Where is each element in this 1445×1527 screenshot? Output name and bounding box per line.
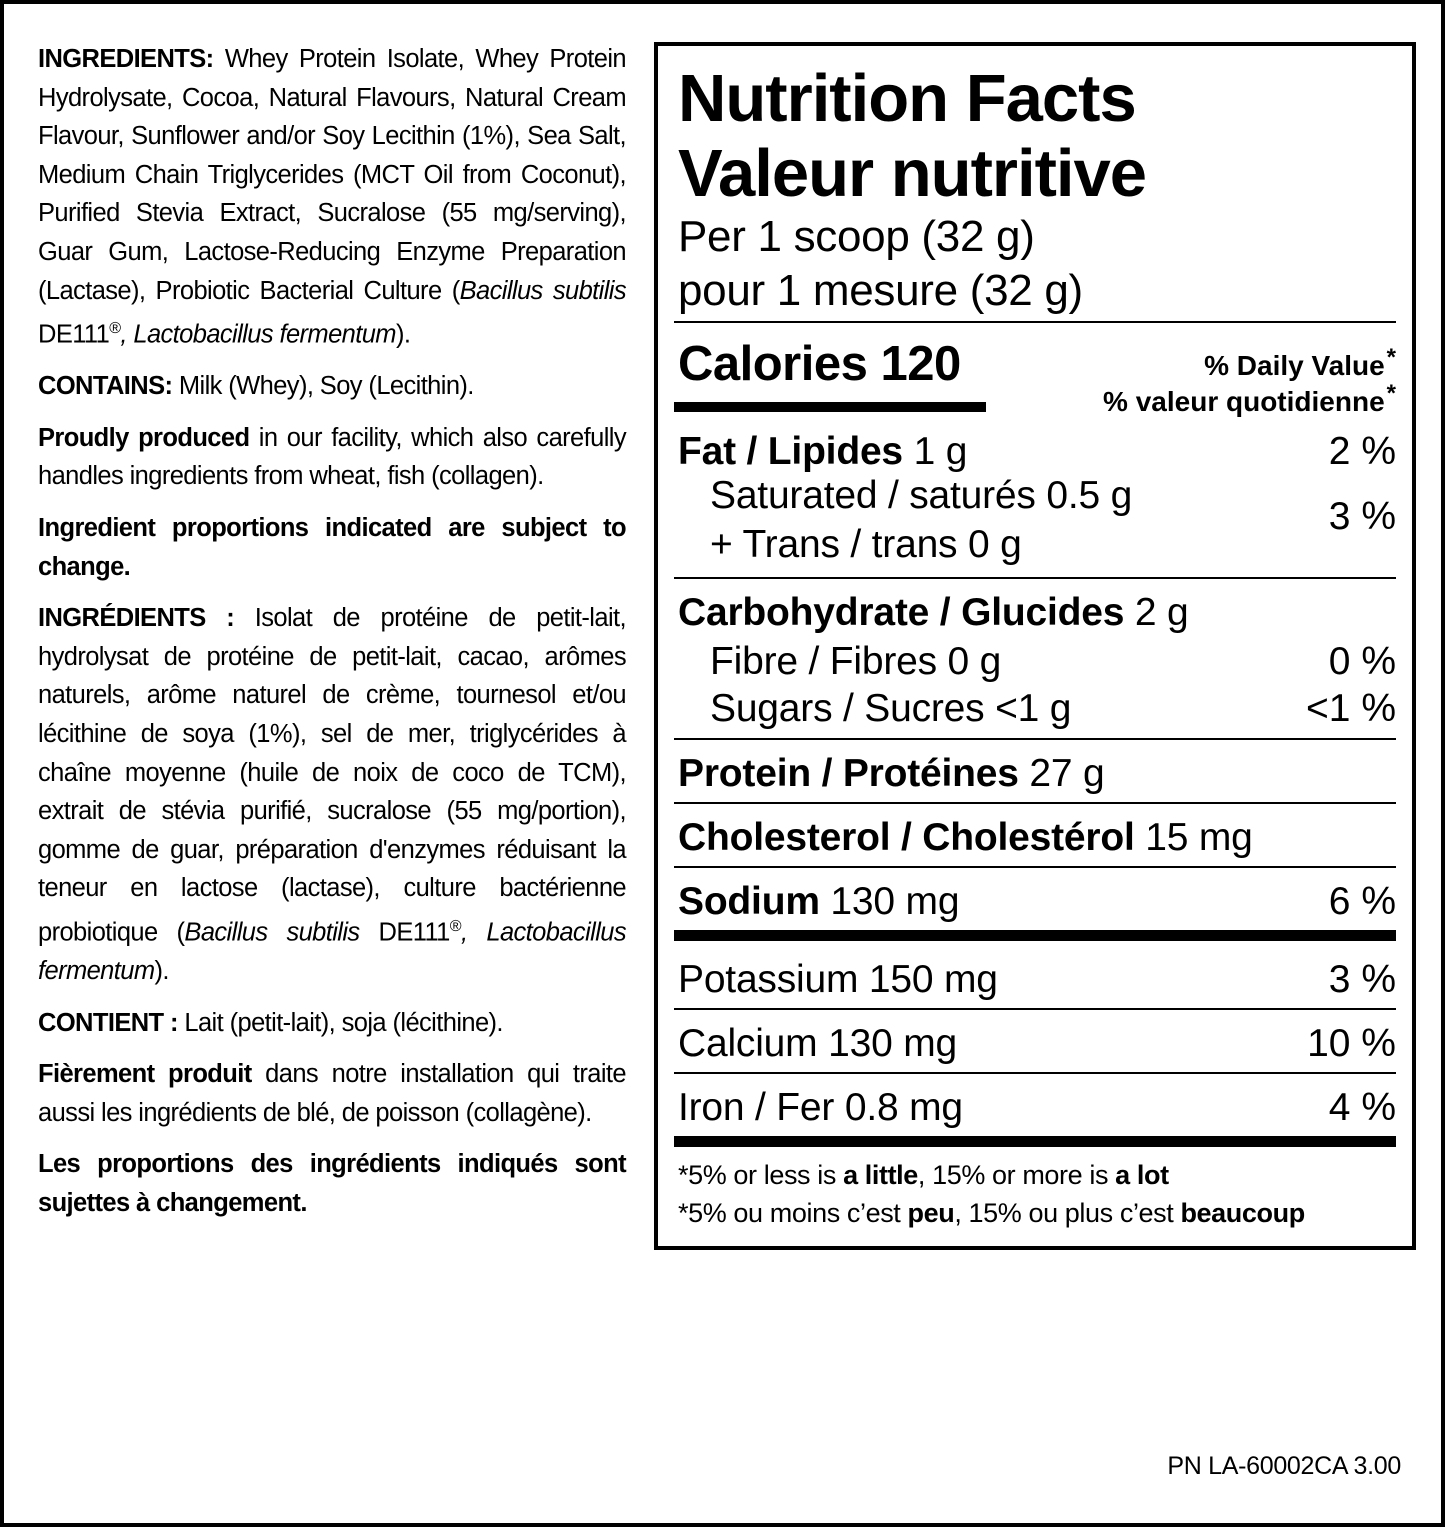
protein-label: Protein / Protéines xyxy=(678,752,1019,795)
daily-value-en-text: % Daily Value xyxy=(1204,350,1385,381)
calories-line xyxy=(678,336,961,392)
carbohydrate-row xyxy=(678,591,1188,635)
ingredients-column xyxy=(38,40,626,1236)
rule-sodium-thick xyxy=(674,930,1396,941)
contains-en-text: Milk (Whey), Soy (Lecithin). xyxy=(172,372,474,401)
rule-carbohydrate xyxy=(674,738,1396,740)
nutrition-title-fr: Valeur nutritive xyxy=(678,136,1147,211)
calories-value: 120 xyxy=(880,337,961,391)
fat-row xyxy=(678,430,967,474)
sodium-amount: 130 mg xyxy=(819,880,960,923)
contains-fr-label: CONTIENT : xyxy=(38,1008,178,1037)
facility-en-paragraph xyxy=(38,419,626,496)
daily-value-en-asterisk: * xyxy=(1386,344,1396,371)
proportions-en-paragraph xyxy=(38,509,626,586)
ingredients-fr-paragraph xyxy=(38,599,626,990)
ingredients-en-text: Whey Protein Isolate, Whey Protein Hydrolysate, Cocoa, Natural Flavours, Natural Cream Flavour, Sunflower and/or Soy Lecithin (1%), Sea Salt, Medium Chain Triglycerides (MCT Oil from Coconut), Purified Stevia Extract, Sucralose (55 mg/serving), Guar Gum, Lactose-Reducing Enzyme Preparation (Lactase), Probiotic Bacterial Culture ( xyxy=(38,45,626,305)
daily-value-fr-asterisk: * xyxy=(1386,380,1396,407)
calories-label: Calories xyxy=(678,337,868,391)
facility-fr-paragraph xyxy=(38,1055,626,1132)
sugars-dv: <1 % xyxy=(1306,687,1396,730)
contains-en-label: CONTAINS: xyxy=(38,372,173,401)
proportions-fr-text: Les proportions des ingrédients indiqués sont sujettes à changement. xyxy=(38,1150,626,1218)
ingredients-fr-text: Isolat de protéine de petit-lait, hydrolysat de protéine de petit-lait, cacao, arômes naturels, arôme naturel de crème, tournesol et/ou lécithine de soya (1%), sel de mer, triglycérides à chaîne moyenne (huile de noix de coco de TCM), extrait de stévia purifié, sucralose (55 mg/portion), gomme de guar, préparation d'enzymes réduisant la teneur en lactose (lactase), culture bactérienne probiotique ( xyxy=(38,604,626,947)
potassium-dv: 3 % xyxy=(1328,958,1396,1001)
facility-en-label: Proudly produced xyxy=(38,423,250,452)
fat-label: Fat / Lipides xyxy=(678,430,903,473)
ingredients-en-paragraph xyxy=(38,40,626,354)
footnote-en-part-a: *5% or less is xyxy=(678,1160,844,1190)
iron-row: Iron / Fer 0.8 mg xyxy=(678,1086,963,1129)
fat-dv: 2 % xyxy=(1328,430,1396,473)
facility-fr-text: dans notre installation qui traite aussi les ingrédients de blé, de poisson (collagène). xyxy=(38,1060,626,1127)
daily-value-heading-en xyxy=(1204,344,1396,382)
saturated-trans-dv: 3 % xyxy=(1328,495,1396,538)
facility-en-text: in our facility, which also carefully handles ingredients from wheat, fish (collagen). xyxy=(38,423,626,491)
rule-potassium xyxy=(674,1008,1396,1010)
footnote-en-part-c: , 15% or more is xyxy=(917,1160,1116,1190)
footnote-fr-part-d: beaucoup xyxy=(1180,1198,1305,1228)
nutrition-title-en: Nutrition Facts xyxy=(678,61,1136,136)
trans-row: + Trans / trans 0 g xyxy=(710,523,1022,566)
footnote-fr-part-a: *5% ou moins c’est xyxy=(678,1198,908,1228)
facility-fr-label: Fièrement produit xyxy=(38,1060,252,1089)
proportions-fr-paragraph xyxy=(38,1145,626,1222)
iron-dv: 4 % xyxy=(1328,1086,1396,1129)
serving-size-en: Per 1 scoop (32 g) xyxy=(678,212,1035,261)
carbohydrate-label: Carbohydrate / Glucides xyxy=(678,591,1125,634)
rule-fat xyxy=(674,577,1396,579)
cholesterol-label: Cholesterol / Cholestérol xyxy=(678,816,1135,859)
rule-serving xyxy=(674,321,1396,323)
ingredients-fr-italic-1: Bacillus subtilis xyxy=(184,918,360,947)
saturated-row: Saturated / saturés 0.5 g xyxy=(710,474,1133,517)
contains-fr-text: Lait (petit-lait), soja (lécithine). xyxy=(177,1008,503,1037)
registered-mark: ® xyxy=(109,320,121,338)
footnote-en xyxy=(678,1160,1169,1191)
footnote-fr xyxy=(678,1198,1305,1229)
cholesterol-row xyxy=(678,816,1253,860)
registered-mark-fr: ® xyxy=(449,917,461,935)
rule-iron-thick xyxy=(674,1136,1396,1147)
ingredients-fr-italic-2: , Lactobacillus fermentum xyxy=(38,918,626,986)
part-number: PN LA-60002CA 3.00 xyxy=(1167,1452,1401,1480)
sodium-dv: 6 % xyxy=(1328,880,1396,923)
carbohydrate-amount: 2 g xyxy=(1124,591,1189,634)
fibre-dv: 0 % xyxy=(1328,640,1396,683)
ingredients-fr-text-3: ). xyxy=(154,957,169,986)
rule-cholesterol xyxy=(674,866,1396,868)
calcium-row: Calcium 130 mg xyxy=(678,1022,957,1065)
daily-value-heading-fr xyxy=(1103,380,1396,418)
calcium-dv: 10 % xyxy=(1307,1022,1396,1065)
ingredients-en-italic-2: , Lactobacillus fermentum xyxy=(120,320,396,349)
sugars-row: Sugars / Sucres <1 g xyxy=(710,687,1072,730)
ingredients-fr-text-2: DE111 xyxy=(359,918,450,947)
fat-amount: 1 g xyxy=(902,430,968,473)
sodium-label: Sodium xyxy=(678,880,820,923)
rule-protein xyxy=(674,802,1396,804)
rule-calories xyxy=(674,402,986,412)
rule-calcium xyxy=(674,1072,1396,1074)
footnote-fr-part-c: , 15% ou plus c’est xyxy=(954,1198,1181,1228)
ingredients-en-italic-1: Bacillus subtilis xyxy=(459,276,626,305)
ingredients-en-text-2: DE111 xyxy=(38,320,110,349)
protein-amount: 27 g xyxy=(1018,752,1105,795)
ingredients-en-label: INGREDIENTS: xyxy=(38,45,214,73)
potassium-row: Potassium 150 mg xyxy=(678,958,998,1001)
footnote-en-part-d: a lot xyxy=(1115,1160,1169,1190)
fibre-row: Fibre / Fibres 0 g xyxy=(710,640,1002,683)
footnote-en-part-b: a little xyxy=(843,1160,918,1190)
protein-row xyxy=(678,752,1105,796)
ingredients-en-text-3: ). xyxy=(395,320,411,349)
daily-value-fr-text: % valeur quotidienne xyxy=(1103,386,1385,417)
proportions-en-text: Ingredient proportions indicated are subject to change. xyxy=(38,514,626,581)
ingredients-fr-label: INGRÉDIENTS : xyxy=(38,604,235,633)
contains-en-paragraph xyxy=(38,367,626,406)
sodium-row xyxy=(678,880,959,924)
footnote-fr-part-b: peu xyxy=(907,1198,955,1228)
cholesterol-amount: 15 mg xyxy=(1134,816,1253,859)
contains-fr-paragraph xyxy=(38,1004,626,1043)
serving-size-fr: pour 1 mesure (32 g) xyxy=(678,266,1083,315)
nutrition-facts-panel xyxy=(654,42,1416,1250)
